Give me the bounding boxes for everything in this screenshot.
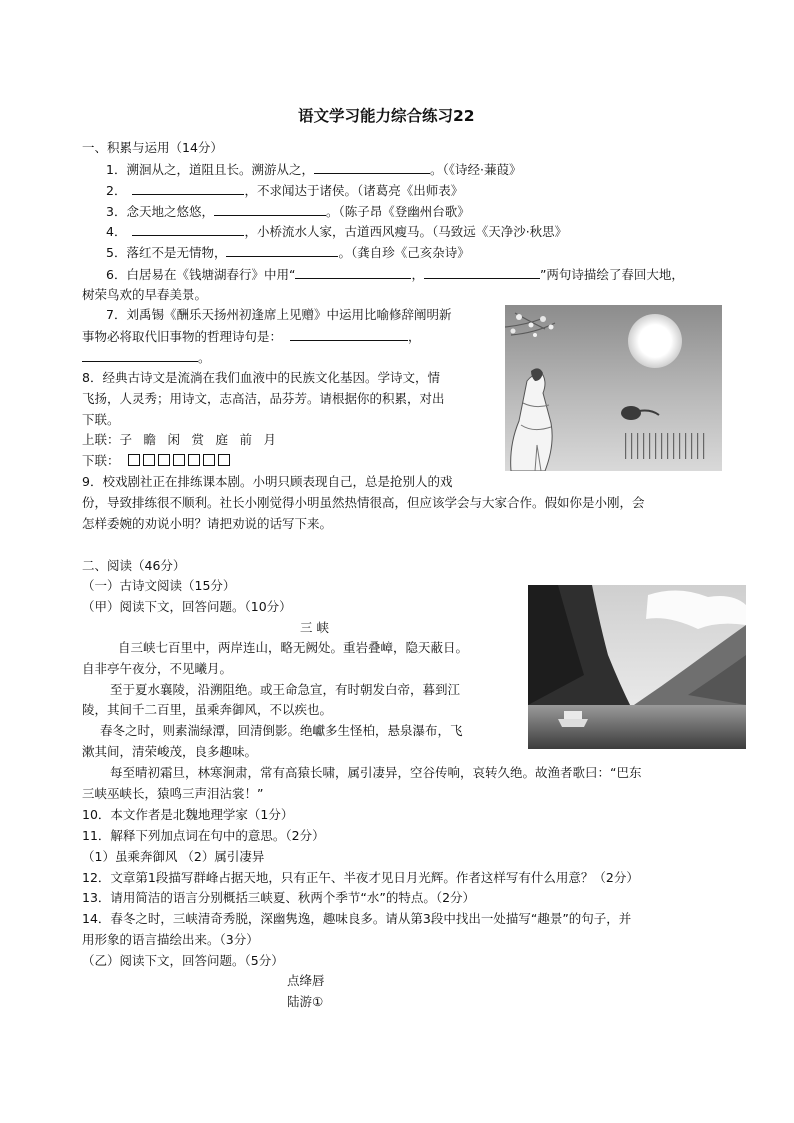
- q7-comma: ，: [408, 329, 421, 344]
- question-11: 11．解释下列加点词在句中的意思。（2分）: [82, 828, 325, 843]
- page-title: 语文学习能力综合练习22: [298, 107, 475, 125]
- couplet-lower: [82, 451, 233, 471]
- question-9-cont2: 怎样委婉的劝说小明？请把劝说的话写下来。: [82, 516, 333, 531]
- answer-blank[interactable]: [424, 264, 540, 279]
- passage-paragraph-3: 春冬之时，则素湍绿潭，回清倒影。绝巘多生怪柏，悬泉瀑布，飞: [100, 723, 463, 738]
- question-7-cont: [82, 326, 421, 347]
- question-11-items: （1）虽乘奔御风 （2）属引凄异: [82, 849, 265, 864]
- question-14-cont: 用形象的语言描绘出来。（3分）: [82, 932, 259, 947]
- passage-paragraph-4-cont: 三峡巫峡长，猿鸣三声泪沾裳！”: [82, 786, 264, 801]
- question-7-cont2: [82, 347, 211, 368]
- passage-title: 三 峡: [300, 620, 329, 635]
- answer-box[interactable]: [143, 454, 155, 466]
- three-gorges-photo: [528, 585, 746, 749]
- poem-author: 陆游①: [287, 994, 324, 1009]
- q4-number: 4．: [106, 224, 127, 239]
- passage-paragraph-1: 自三峡七百里中，两岸连山，略无阙处。重岩叠嶂，隐天蔽日。: [118, 640, 469, 655]
- answer-blank[interactable]: [295, 264, 411, 279]
- question-4: [106, 221, 567, 242]
- question-6-cont: 树荣鸟欢的早春美景。: [82, 287, 208, 302]
- q6-text-end: ”两句诗描绘了春回大地，: [539, 267, 684, 282]
- q5-text: 5．落红不是无情物，: [106, 245, 227, 260]
- question-8-cont2: 下联。: [82, 412, 120, 427]
- answer-blank[interactable]: [132, 180, 244, 195]
- question-5: [106, 242, 470, 263]
- upper-char: 月: [263, 432, 277, 447]
- q7-period: 。: [198, 350, 211, 365]
- question-8-cont: 飞扬，人灵秀；用诗文，志高洁，品芬芳。请根据你的积累，对出: [82, 391, 445, 406]
- q2-number: 2．: [106, 183, 127, 198]
- answer-blank[interactable]: [82, 347, 198, 362]
- section-1-heading: 一、积累与运用（14分）: [82, 140, 223, 155]
- question-9: 9．校戏剧社正在排练课本剧。小明只顾表现自己，总是抢别人的戏: [82, 474, 453, 489]
- upper-char: 瞻: [143, 432, 157, 447]
- answer-box[interactable]: [188, 454, 200, 466]
- q3-source: 。（陈子昂《登幽州台歌》: [325, 204, 470, 219]
- upper-char: 子: [119, 432, 133, 447]
- answer-box[interactable]: [158, 454, 170, 466]
- q2-text: ，不求闻达于诸侯。（诸葛亮《出师表》: [244, 183, 464, 198]
- lower-label: 下联：: [82, 453, 120, 468]
- q6-comma: ，: [411, 267, 424, 282]
- question-6: [106, 264, 684, 285]
- q5-source: 。（龚自珍《己亥杂诗》: [338, 245, 470, 260]
- upper-char: 前: [239, 432, 253, 447]
- answer-blank[interactable]: [314, 159, 430, 174]
- answer-blank[interactable]: [132, 221, 244, 236]
- passage-paragraph-4: 每至晴初霜旦，林寒涧肃，常有高猿长啸，属引凄异，空谷传响，哀转久绝。故渔者歌曰：“巴东: [110, 765, 642, 780]
- question-12: 12．文章第1段描写群峰占据天地，只有正午、半夜才见日月光辉。作者这样写有什么用意？（2分）: [82, 870, 639, 885]
- upper-label: 上联：: [82, 432, 120, 447]
- passage-paragraph-2: 至于夏水襄陵，沿溯阻绝。或王命急宣，有时朝发白帝，暮到江: [110, 682, 461, 697]
- answer-box[interactable]: [173, 454, 185, 466]
- section-2-heading: 二、阅读（46分）: [82, 558, 186, 573]
- upper-char: 赏: [191, 432, 205, 447]
- answer-box[interactable]: [128, 454, 140, 466]
- poem-title: 点绛唇: [287, 973, 325, 988]
- passage-paragraph-1-cont: 自非亭午夜分，不见曦月。: [82, 661, 233, 676]
- answer-blank[interactable]: [290, 326, 408, 341]
- q4-text: ，小桥流水人家，古道西风瘦马。（马致远《天净沙·秋思》: [244, 224, 568, 239]
- upper-char: 闲: [167, 432, 181, 447]
- question-3: [106, 201, 470, 222]
- answer-box[interactable]: [203, 454, 215, 466]
- q1-text: 1．溯洄从之，道阻且长。溯游从之，: [106, 162, 314, 177]
- upper-char: 庭: [215, 432, 229, 447]
- part-jia-heading: （甲）阅读下文，回答问题。（10分）: [82, 599, 292, 614]
- question-14: 14．春冬之时，三峡清奇秀脱，深幽隽逸，趣味良多。请从第3段中找出一处描写“趣景”的句子，并: [82, 911, 632, 926]
- answer-blank[interactable]: [214, 201, 326, 216]
- q7-text: 事物必将取代旧事物的哲理诗句是：: [82, 329, 283, 344]
- answer-box[interactable]: [218, 454, 230, 466]
- passage-paragraph-2-cont: 陵，其间千二百里，虽乘奔御风，不以疾也。: [82, 702, 333, 717]
- question-1: [106, 159, 521, 180]
- moon-poet-illustration: [505, 305, 722, 471]
- answer-blank[interactable]: [226, 242, 338, 257]
- sub-section-heading: （一）古诗文阅读（15分）: [82, 578, 236, 593]
- part-yi-heading: （乙）阅读下文，回答问题。（5分）: [82, 953, 284, 968]
- q6-text: 6．白居易在《钱塘湖春行》中用“: [106, 267, 296, 282]
- question-2: [106, 180, 463, 201]
- question-8: 8．经典古诗文是流淌在我们血液中的民族文化基因。学诗文，情: [82, 370, 440, 385]
- q1-source: 。（《诗经·蒹葭》: [429, 162, 522, 177]
- question-9-cont: 份，导致排练很不顺利。社长小刚觉得小明虽然热情很高，但应该学会与大家合作。假如你是小刚，会: [82, 495, 645, 510]
- question-13: 13．请用简洁的语言分别概括三峡夏、秋两个季节“水”的特点。（2分）: [82, 890, 476, 905]
- q3-text: 3．念天地之悠悠，: [106, 204, 214, 219]
- question-10: 10．本文作者是北魏地理学家（1分）: [82, 807, 294, 822]
- couplet-upper: [82, 430, 288, 450]
- passage-paragraph-3-cont: 漱其间，清荣峻茂，良多趣味。: [82, 744, 258, 759]
- question-7: 7．刘禹锡《酬乐天扬州初逢席上见赠》中运用比喻修辞阐明新: [106, 307, 452, 322]
